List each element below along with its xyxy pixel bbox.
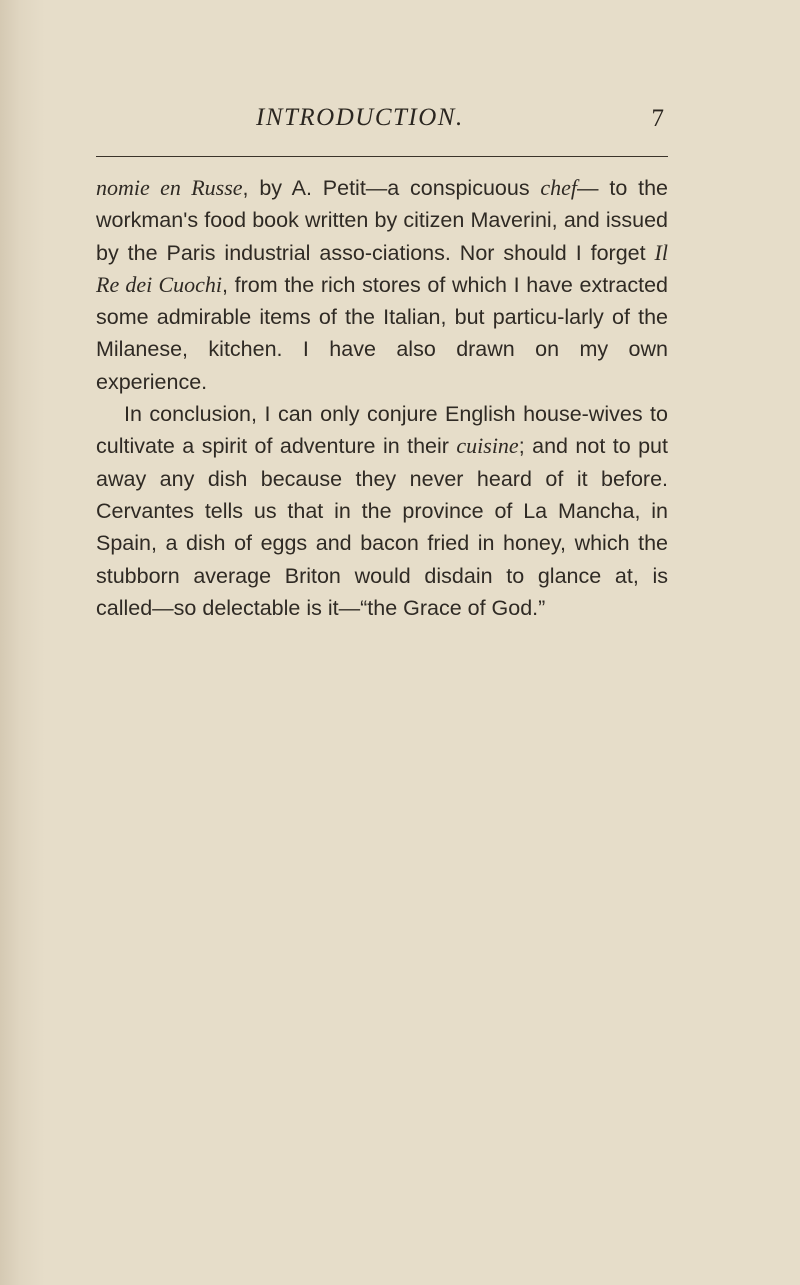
body-text: [96, 172, 668, 624]
text-segment: In conclusion, I can only conjure English house-wives to cultivate a spirit of adventure in their: [96, 402, 668, 459]
text-segment: ; and not to put away any dish because they never heard of it before. Cervantes tells us that in the province of La Mancha, in Spain, a dish of eggs and bacon fried in honey, which the stubborn average Briton would disdain to glance at, is called—so delectable is it—“the Grace of God.”: [96, 434, 668, 620]
text-segment: nomie en Russe: [96, 175, 243, 200]
text-segment: , from the rich stores of which I have extracted some admirable items of the Italian, but particu-larly of the Milanese, kitchen. I have also drawn on my own experience.: [96, 272, 668, 394]
text-segment: — to the workman's food book written by citizen Maverini, and issued by the Paris industrial asso-ciations. Nor should I forget: [96, 176, 668, 265]
page-number: 7: [651, 105, 664, 132]
paragraph-1: [96, 172, 668, 398]
text-segment: , by A. Petit—a conspicuous: [242, 176, 541, 200]
text-segment: cuisine: [456, 433, 519, 459]
running-head-title: INTRODUCTION.: [256, 104, 464, 131]
running-head: [96, 104, 668, 140]
text-segment: Il Re dei Cuochi: [96, 239, 668, 297]
header-rule: [96, 156, 668, 157]
text-segment: chef: [540, 175, 578, 200]
paragraph-2: [96, 398, 668, 624]
